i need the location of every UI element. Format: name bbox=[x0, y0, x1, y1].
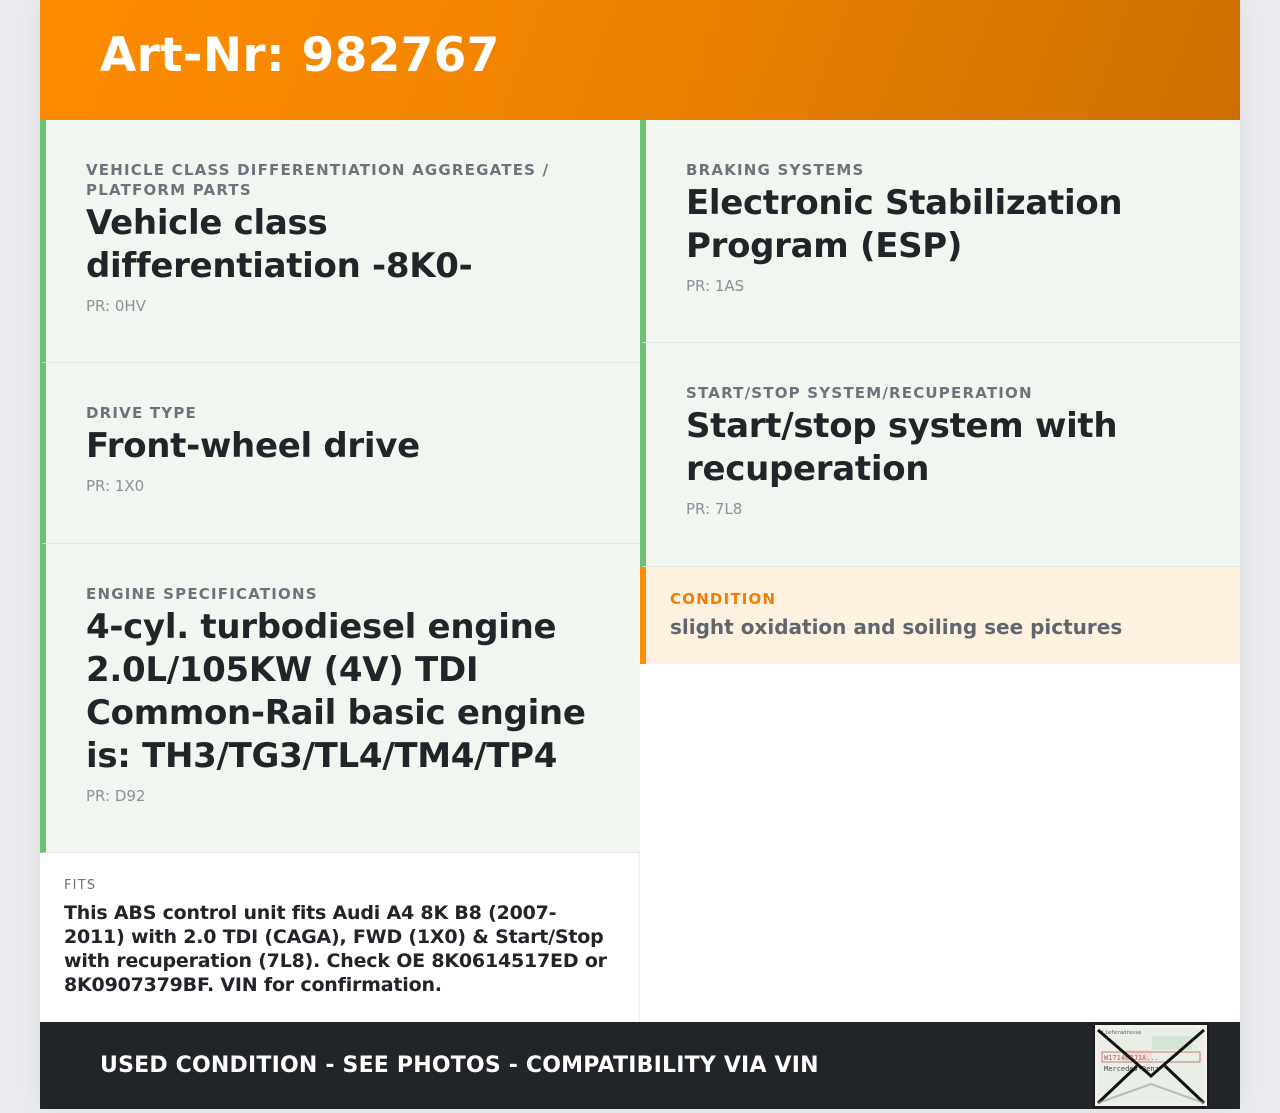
condition-box bbox=[640, 567, 1240, 664]
spec-category: DRIVE TYPE bbox=[86, 404, 197, 422]
spec-pr-code: PR: 7L8 bbox=[686, 500, 743, 518]
spec-pr-code: PR: 0HV bbox=[86, 297, 146, 315]
spec-category: VEHICLE CLASS DIFFERENTIATION AGGREGATES / PLATFORM PARTS bbox=[86, 161, 550, 199]
footer-text: USED CONDITION - SEE PHOTOS - COMPATIBILITY VIA VIN bbox=[100, 1053, 819, 1078]
spec-value: Vehicle class differentiation -8K0- bbox=[86, 203, 473, 286]
svg-text:W171462J1A...: W171462J1A... bbox=[1104, 1054, 1159, 1062]
footer-bar bbox=[40, 1022, 1240, 1109]
spec-category: ENGINE SPECIFICATIONS bbox=[86, 585, 318, 603]
spec-value: Start/stop system with recuperation bbox=[686, 406, 1118, 489]
spec-value: 4-cyl. turbodiesel engine 2.0L/105KW (4V) TDI Common-Rail basic engine is: TH3/TG3/TL4/TM4/TP4 bbox=[86, 607, 586, 776]
condition-label: CONDITION bbox=[670, 590, 777, 608]
fits-text: This ABS control unit fits Audi A4 8K B8 (2007-2011) with 2.0 TDI (CAGA), FWD (1X0) & Start/Stop with recuperation (7L8). Check OE 8K0614517ED or 8K0907379BF. VIN for confirmation. bbox=[64, 902, 607, 996]
condition-text: slight oxidation and soiling see pictures bbox=[670, 615, 1123, 639]
spec-card-drive-type bbox=[40, 363, 640, 544]
spec-value: Front-wheel drive bbox=[86, 426, 420, 466]
spec-pr-code: PR: 1AS bbox=[686, 277, 745, 295]
spec-category: START/STOP SYSTEM/RECUPERATION bbox=[686, 384, 1033, 402]
spec-value: Electronic Stabilization Program (ESP) bbox=[686, 183, 1123, 266]
svg-text:Mercedes-Benz: Mercedes-Benz bbox=[1104, 1065, 1159, 1073]
spec-card-engine bbox=[40, 544, 640, 853]
spec-pr-code: PR: 1X0 bbox=[86, 477, 145, 495]
header-banner bbox=[40, 0, 1240, 120]
spec-card-start-stop bbox=[640, 343, 1240, 567]
envelope-stamp-icon bbox=[1092, 1022, 1210, 1109]
product-sheet bbox=[40, 0, 1240, 1109]
spec-card-braking bbox=[640, 120, 1240, 343]
spec-category: BRAKING SYSTEMS bbox=[686, 161, 865, 179]
svg-text:Lieferadresse: Lieferadresse bbox=[1102, 1030, 1142, 1036]
spec-pr-code: PR: D92 bbox=[86, 787, 146, 805]
fits-section bbox=[40, 853, 640, 1022]
spec-card-vehicle-class bbox=[40, 120, 640, 363]
fits-label: FITS bbox=[64, 878, 97, 893]
article-number-title: Art-Nr: 982767 bbox=[100, 28, 500, 83]
